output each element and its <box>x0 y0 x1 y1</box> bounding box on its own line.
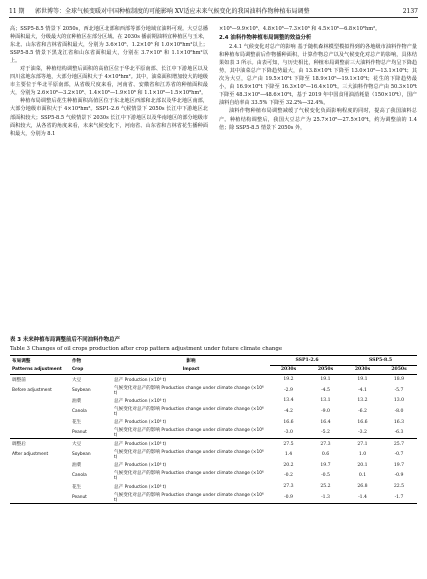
table-row <box>10 385 417 396</box>
impact-cell: 总产 Production (×10⁶ t) <box>114 377 167 383</box>
value-cell: 13.4 <box>283 398 294 404</box>
value-cell: -5.7 <box>394 387 404 393</box>
value-cell: 20.1 <box>357 462 368 468</box>
value-cell: -0.9 <box>394 473 404 479</box>
impact-cell: 气候变化对总产的影响 Production change under climate change (×10⁶ t) <box>114 450 264 461</box>
issue-number: 11 期 <box>9 8 25 15</box>
value-cell: -1.7 <box>381 492 417 504</box>
value-cell: -0.2 <box>284 473 293 479</box>
header-pattern-en: Patterns adjustment <box>10 365 70 375</box>
table-row <box>10 470 417 481</box>
value-cell: 19.7 <box>320 462 331 468</box>
crop-cell: Canola <box>72 473 87 479</box>
impact-cell: 总产 Production (×10⁶ t) <box>112 439 270 449</box>
table-3 <box>10 336 417 504</box>
impact-cell: 总产 Production (×10⁶ t) <box>114 398 167 404</box>
table-row <box>10 396 417 406</box>
impact-cell: 气候变化对总产的影响 Production change under climate change (×10⁶ t) <box>112 492 270 504</box>
paragraph: 2.4.1 气候变化对总产的影响 基于随机森林模型模拟得到的各地级市油料作物产量和种植布局调整前后作物播种面积，计算作物总产以及气候变化对总产的影响，具体结果如表 3 所示。由表可知，与历史相比，种植布局调整前三大油料作物总产均呈下降趋势，其中油菜总产下降趋势最大，由 13.8×10⁶t 下降至 13.0×10⁶—13.1×10⁶t；其次为大豆，总产由 19.5×10⁶t 下降至 18.9×10⁶—19.1×10⁶t；花生的下降趋势最小，由 16.9×10⁶t 下降至 16.3×10⁶—16.4×10⁶t。三大油料作物总产由 50.3×10⁶t 下降至 48.3×10⁶—48.6×10⁶t，基于 2019 年中国食用油消耗量（150×10⁶t），国产油料自给率由 33.5% 下降至 32.2%—32.4%。 <box>219 44 417 107</box>
value-cell: 25.7 <box>381 439 417 449</box>
table-row <box>10 406 417 417</box>
value-cell: 22.5 <box>393 484 405 490</box>
paragraph: 高；SSP5-8.5 情景下 2050s，西北地区北部和西部等部分地域宜油料可观。大豆总播种面积最大，分级最大的宜种植区在部分区域。在 2030s 播前期油料宜种植区与玉米，东北、山东省和吉林省面积最大，分别为 3.6×10⁶、1.2×10⁶ 和 1.0×10⁶hm²以上；SSP5-8.5 情景下黑龙江省和山东省面积最大，分别在 3.7×10⁶ 和 1.1×10⁶hm²以上。 <box>10 26 208 65</box>
section-heading: 2.4 油料作物种植布局调整的效益分析 <box>219 35 312 42</box>
crop-cell: 油菜 <box>72 398 82 404</box>
header-ssp5-2030s: 2030s <box>344 365 381 375</box>
header-ssp1-2050s: 2050s <box>307 365 344 375</box>
crop-cell: 花生 <box>72 420 82 426</box>
header-impact: 影响 <box>112 356 270 366</box>
pattern-cell <box>10 427 70 439</box>
paragraph: 油料作物种植布局调整减缓了气候变化负面影响程度的同时，提高了我国油料总产。种植结构调整后，我国大豆总产为 25.7×10⁶—27.5×10⁶t，约为调整前的 1.4 倍；除 SSP5-8.5 情景下 2050s 外， <box>219 108 417 131</box>
value-cell: 13.1 <box>320 398 331 404</box>
page-header <box>9 6 418 18</box>
pattern-cell <box>10 406 70 417</box>
value-cell: 27.3 <box>283 484 294 490</box>
header-ssp1: SSP1-2.6 <box>270 356 344 366</box>
value-cell: -4.5 <box>321 387 330 393</box>
value-cell: -0.5 <box>321 473 330 479</box>
value-cell: 18.9 <box>393 377 405 383</box>
value-cell: 1.0 <box>358 452 367 458</box>
paragraph: 对于油菜，种植结构调整后面积的高值区位于华北平原南部、长江中下游地区以及四川盆地东部等地，大部分地区面积大于 4×10⁴hm²。其中，油菜面积增加较大的地级市主要位于华北平原南部，从省级尺度来看，河南省、安徽省和江苏省的种植面积最大，分别为 2.6×10⁶—3.2×10⁶、1.4×10⁶—1.9×10⁶ 和 1.1×10⁶—1.5×10⁶hm²。 <box>10 66 208 97</box>
impact-cell: 气候变化对总产的影响 Production change under climate change (×10⁶ t) <box>114 385 264 396</box>
value-cell: 16.3 <box>393 419 405 425</box>
header-crop-en: Crop <box>70 365 112 375</box>
pattern-cell <box>10 396 70 406</box>
crop-cell: Peanut <box>72 430 87 436</box>
table-caption-en: Table 3 Changes of oil crops production after crop pattern adjustment under future climate change <box>10 346 283 352</box>
impact-cell: 总产 Production (×10⁶ t) <box>114 484 167 490</box>
header-ssp1-2030s: 2030s <box>270 365 307 375</box>
header-impact-en: Impact <box>112 365 270 375</box>
left-column <box>10 25 208 138</box>
value-cell: -3.0 <box>284 430 293 436</box>
pattern-cell: Before adjustment <box>12 387 52 393</box>
crop-cell: 花生 <box>72 484 82 490</box>
crop-cell: 大豆 <box>72 377 82 383</box>
impact-cell: 气候变化对总产的影响 Production change under climate change (×10⁶ t) <box>114 407 264 418</box>
value-cell: 27.5 <box>270 439 307 449</box>
pattern-cell: 调整后 <box>10 439 70 449</box>
value-cell: 16.6 <box>357 419 368 425</box>
table-row <box>10 492 417 504</box>
value-cell: -0.9 <box>270 492 307 504</box>
impact-cell: 气候变化对总产的影响 Production change under climate change (×10⁶ t) <box>114 428 264 439</box>
table-row <box>10 375 417 385</box>
crop-cell: Soybean <box>72 387 91 393</box>
value-cell: 20.2 <box>283 462 294 468</box>
table-row <box>10 481 417 491</box>
value-cell: -9.0 <box>321 409 330 415</box>
value-cell: -2.9 <box>284 387 293 393</box>
pattern-cell <box>10 417 70 427</box>
pattern-cell <box>10 460 70 470</box>
value-cell: -5.2 <box>321 430 330 436</box>
production-table <box>10 355 417 504</box>
value-cell: -4.1 <box>358 387 367 393</box>
value-cell: 0.6 <box>321 452 330 458</box>
page-number: 2137 <box>402 8 418 15</box>
table-row <box>10 439 417 449</box>
crop-cell: 大豆 <box>70 439 112 449</box>
value-cell: 26.8 <box>357 484 368 490</box>
pattern-cell <box>10 470 70 481</box>
value-cell: -6.3 <box>394 430 404 436</box>
value-cell: 0.1 <box>358 473 367 479</box>
value-cell: 13.2 <box>357 398 368 404</box>
header-crop: 作物 <box>70 356 112 366</box>
value-cell: 27.1 <box>344 439 381 449</box>
impact-cell: 气候变化对总产的影响 Production change under climate change (×10⁶ t) <box>114 471 264 482</box>
pattern-cell: After adjustment <box>12 452 49 458</box>
right-column <box>219 25 417 132</box>
table-row <box>10 449 417 460</box>
header-pattern: 布局调整 <box>10 356 70 366</box>
value-cell: 16.4 <box>320 419 331 425</box>
value-cell: 27.3 <box>307 439 344 449</box>
table-caption-cn: 表 3 未来种植布局调整前后不同油料作物总产 <box>10 337 120 343</box>
paragraph: 种植布局调整后花生种植面积高值区位于东北地区西部和北部以及华北地区南部，大部分地级市面积大于 4×10⁴hm²。SSP1-2.6 气候情景下 2050s 长江中下游地区北部面积较大；SSP5-8.5 气候情景下 2030s 长江中下游地区以及华南地区的部分地级市面积较大，从各省的角度来看，未来气候变化下，河南省、山东省和吉林省花生播种面积最大，分别为 8.1 <box>10 98 208 137</box>
value-cell: -1.4 <box>344 492 381 504</box>
running-title: 郭世博等：全球气候变暖对中国种植制度的可能影响 XV适应未来气候变化的我国油料作物种植布局调整 <box>35 8 310 15</box>
pattern-cell: 调整前 <box>12 377 26 383</box>
table-row <box>10 417 417 427</box>
crop-cell: Peanut <box>70 492 112 504</box>
crop-cell: Canola <box>72 409 87 415</box>
impact-cell: 总产 Production (×10⁶ t) <box>114 463 167 469</box>
value-cell: 19.2 <box>283 377 294 383</box>
paragraph: ×10⁶—9.9×10⁶、4.8×10⁶—7.3×10⁶ 和 4.5×10⁶—6.8×10⁶hm²。 <box>219 26 381 32</box>
impact-cell: 总产 Production (×10⁶ t) <box>114 420 167 426</box>
value-cell: 1.4 <box>284 452 293 458</box>
pattern-cell <box>10 492 70 504</box>
pattern-cell <box>10 481 70 491</box>
value-cell: 19.7 <box>393 462 405 468</box>
value-cell: -0.7 <box>394 452 404 458</box>
value-cell: 19.1 <box>357 377 368 383</box>
value-cell: 25.2 <box>320 484 331 490</box>
table-body <box>10 375 417 504</box>
value-cell: -6.2 <box>358 409 367 415</box>
crop-cell: 油菜 <box>72 463 82 469</box>
value-cell: -4.2 <box>284 409 293 415</box>
table-row <box>10 427 417 439</box>
header-ssp5: SSP5-8.5 <box>344 356 417 366</box>
value-cell: -1.3 <box>307 492 344 504</box>
table-row <box>10 460 417 470</box>
crop-cell: Soybean <box>72 452 91 458</box>
value-cell: 19.1 <box>320 377 331 383</box>
value-cell: -3.2 <box>358 430 367 436</box>
value-cell: -8.0 <box>394 409 404 415</box>
header-ssp5-2050s: 2050s <box>381 365 417 375</box>
value-cell: 16.6 <box>283 419 294 425</box>
value-cell: 13.0 <box>393 398 405 404</box>
